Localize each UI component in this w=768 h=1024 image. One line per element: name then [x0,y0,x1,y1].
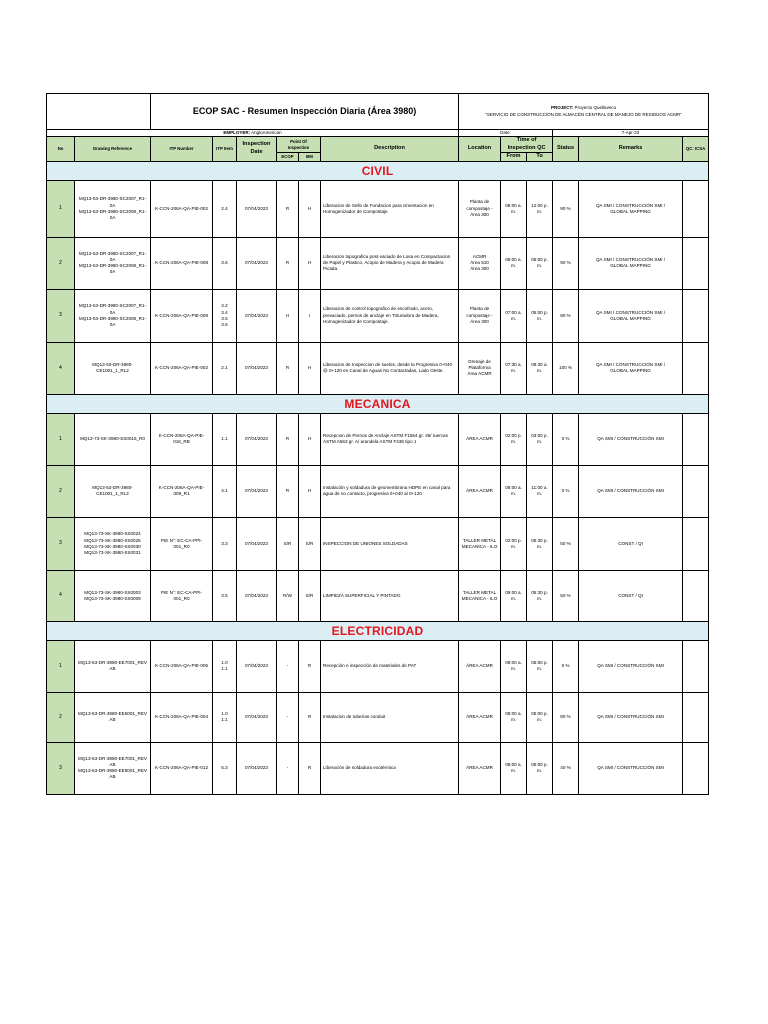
time-to: 11:00 a. m. [527,465,553,517]
remarks [579,413,683,465]
table-row [47,640,709,692]
status: 90 % [553,180,579,237]
section-row [47,394,709,413]
col-bm: BM [299,153,321,162]
location-line: MECANICA - ILO [461,543,498,549]
row-number: 4 [47,570,75,621]
section-title: CIVIL [47,161,709,180]
table-row [47,570,709,621]
ecop-point: R [277,180,299,237]
row-number: 1 [47,640,75,692]
description: Liberacion de Inspeccion de suelos, desde la Progresiva 0+040 @ 0+120 en Canal de Aguas No Contactadas, Lado Oeste. [321,342,459,394]
time-to: 12:00 p. m. [527,180,553,237]
itp-item [213,517,237,570]
location [459,180,501,237]
drawing-reference-line: MQ13-53-DR-3980-EE5001_REV AB [78,768,147,780]
remarks [579,289,683,342]
inspection-date: 07/04/2023 [237,640,277,692]
table-row [47,517,709,570]
inspection-date: 07/04/2023 [237,517,277,570]
row-number: 2 [47,465,75,517]
location-line: MECANICA - ILO [461,595,498,601]
drawing-reference-line: MQ13-73-SK-3980-SS0024 [84,531,141,537]
time-from: 02:00 p. m. [501,413,527,465]
qc-icsa-cell [683,413,709,465]
location-line: Planta de compostaje - [466,306,493,318]
remarks-line: QA SMI / CONSTRUCCIÓN SMI [597,663,664,669]
section-title: ELECTRICIDAD [47,621,709,640]
ecop-point: R [277,237,299,289]
remarks-line: QA SMI / CONSTRUCCIÓN SMI / [595,309,666,315]
bm-point: S/R [299,570,321,621]
itp-item-line: 2.1 [221,365,228,371]
remarks-line: CONST / QI [618,540,643,546]
ecop-point: R [277,413,299,465]
remarks-line: GLOBAL MAPPING [610,208,651,214]
drawing-reference-line: MQ13-73-SK-3980-SS0031 [84,549,141,555]
qc-icsa-cell [683,742,709,794]
time-from: 08:00 a. m. [501,465,527,517]
section-row [47,621,709,640]
remarks-line: GLOBAL MAPPING [610,368,651,374]
itp-item [213,342,237,394]
ecop-point: - [277,692,299,742]
col-inspection-date: Inspection Date [237,137,277,162]
ecop-point: - [277,640,299,692]
row-number: 3 [47,742,75,794]
drawing-reference-line: MQ13-53-DR-3980-SC2008_R1-0A [78,263,147,275]
remarks-line: QA SMI / CONSTRUCCIÓN SMI [597,765,664,771]
drawing-reference [75,289,151,342]
title-row [47,94,709,130]
location-line: Área 300 [470,266,489,272]
report-title: ECOP SAC - Resumen Inspección Diaria (Área 3980) [151,94,459,130]
inspection-date: 07/04/2023 [237,237,277,289]
location [459,237,501,289]
location [459,289,501,342]
drawing-reference [75,517,151,570]
remarks-line: QA SMI / CONSTRUCCIÓN SMI [597,714,664,720]
project-name: Proyecto Quellaveco [574,105,617,111]
status: 40 % [553,742,579,794]
qc-icsa-cell [683,237,709,289]
bm-point: R [299,692,321,742]
project-info [459,94,709,130]
drawing-reference-line: MQ13-53-DR-3980-CE1001_1_RL2 [92,362,133,374]
drawing-reference [75,237,151,289]
inspection-date: 07/04/2023 [237,465,277,517]
bm-point: H [299,237,321,289]
col-itp-number: ITP Number [151,137,213,162]
bm-point: H [299,180,321,237]
col-drawing: Drawing Reference [75,137,151,162]
inspection-date: 07/04/2023 [237,742,277,794]
qc-icsa-cell [683,342,709,394]
itp-item-line: 2.4 [221,205,228,211]
drawing-reference-line: MQ13-53-DR-3980-EE5001_REV AB [78,711,147,723]
col-itp-item: ITP Item [213,137,237,162]
itp-item-line: 3.2 [221,303,228,309]
remarks [579,742,683,794]
description: Instalación y soldadura de geomembrana HDPE en canal para agua de no contacto, progresiva 0+040 al 0+120 [321,465,459,517]
drawing-reference-line: MQ13-53-DR-3980-SC2007_R1-0A [78,250,147,263]
location-line: TALLER METAL [462,589,497,595]
location [459,413,501,465]
remarks [579,640,683,692]
drawing-reference-line: MQ13-73-SK-3980-SS0003 [84,589,141,595]
itp-item [213,180,237,237]
itp-item [213,237,237,289]
drawing-reference-line: MQ13-53-DR-3980-SC2008_R1-0A [78,208,147,220]
drawing-reference [75,742,151,794]
table-row [47,342,709,394]
location [459,517,501,570]
description: Liberacion de Sello de Fundacion para cimentacion en Homogenizador de Compostaje [321,180,459,237]
section-title: MECANICA [47,394,709,413]
location-line: Área ACMR [467,371,492,377]
inspection-date: 07/04/2023 [237,180,277,237]
description: LIMPIEZA SUPERFICIAL Y PINTADO [321,570,459,621]
drawing-reference-line: MQ13-73-SK-3980-SS0015_R0 [80,436,145,442]
time-to: 05:00 p. m. [527,237,553,289]
location [459,342,501,394]
col-remarks: Remarks [579,137,683,162]
description: Liberación de soldadura exotérmica [321,742,459,794]
remarks [579,237,683,289]
table-row [47,692,709,742]
remarks-line: GLOBAL MAPPING [610,315,651,321]
location [459,465,501,517]
drawing-reference-line: MQ13-53-DR-3980-CE1001_1_RL2 [92,485,133,497]
row-number: 2 [47,237,75,289]
drawing-reference-line: MQ13-53-DR-3980-SC2008_R1-0A [78,315,147,327]
col-to: To [527,153,553,162]
qc-icsa-cell [683,289,709,342]
location-line: ACMR [472,253,487,259]
remarks-line: QA SMI / CONSTRUCCIÓN SMI / [595,202,666,208]
drawing-reference-line: MQ13-53-DR-3980-EE7001_REV AB [78,755,147,768]
remarks-line: QA SMI / CONSTRUCCIÓN SMI / [595,257,666,263]
drawing-reference [75,180,151,237]
col-status: Status [553,137,579,162]
time-to: 08:30 a. m. [527,342,553,394]
bm-point: H [299,413,321,465]
remarks-line: QA SMI / CONSTRUCCIÓN SMI [597,488,664,494]
itp-item-line: 1.1 [221,717,228,723]
itp-number: K-CCN-206A-QA-PIE-009_R1 [151,465,213,517]
date-label: Date: [459,130,553,137]
time-from: 08:00 a. m. [501,742,527,794]
time-from: 07:00 a. m. [501,289,527,342]
bm-point: I [299,289,321,342]
time-from: 08:00 a. m. [501,180,527,237]
itp-item-line: 1.1 [221,666,228,672]
status: 80 % [553,692,579,742]
ecop-point: R/W [277,570,299,621]
logo-cell [47,94,151,130]
inspection-date: 07/04/2023 [237,342,277,394]
col-qc-icsa: QC: ICSA [683,137,709,162]
location-line: TALLER METAL [462,537,497,543]
inspection-date: 07/04/2023 [237,570,277,621]
row-number: 4 [47,342,75,394]
ecop-point: R [277,465,299,517]
project-description: "SERVICIO DE CONSTRUCCIÓN DE ALMACÉN CENTRAL DE MANEJO DE RESIDUOS ACMR" [485,111,682,117]
itp-item-line: 3.5 [221,315,228,321]
drawing-reference-line: MQ13-53-DR-3980-SC2007_R1-0A [78,303,147,315]
drawing-reference-line: MQ13-53-DR-3980-EE7001_REV AB [78,660,147,672]
time-from: 08:00 a. m. [501,692,527,742]
inspection-date: 07/04/2023 [237,289,277,342]
itp-number: PIE N°: EC-CA-PPI-001_R0 [151,517,213,570]
status: 0 % [553,413,579,465]
bm-point: S/R [299,517,321,570]
row-number: 1 [47,413,75,465]
itp-item [213,742,237,794]
employer-label: EMPLOYER: [223,130,251,135]
time-to: 05:00 p. m. [527,742,553,794]
qc-icsa-cell [683,570,709,621]
inspection-date: 07/04/2023 [237,692,277,742]
inspection-date: 07/04/2023 [237,413,277,465]
itp-number: K-CCN-206A-QA-PIE-005 [151,640,213,692]
drawing-reference [75,465,151,517]
itp-item-line: 3.3 [221,540,228,546]
drawing-reference-line: MQ13-73-SK-3980-SS0025 [84,537,141,543]
time-to: 05:00 p. m. [527,692,553,742]
col-location: Location [459,137,501,162]
table-row [47,180,709,237]
table-row [47,413,709,465]
itp-item-line: 4.1 [221,488,228,494]
itp-number: K-CCN-206A-QA-PIE-016_RB [151,413,213,465]
table-row [47,289,709,342]
remarks-line: CONST / QI [618,592,643,598]
remarks [579,517,683,570]
drawing-reference-line: MQ13-73-SK-3980-SS0009 [84,595,141,601]
qc-icsa-cell [683,465,709,517]
time-to: 05:30 p. m. [527,517,553,570]
section-row [47,161,709,180]
itp-item [213,289,237,342]
ecop-point: S/R [277,517,299,570]
bm-point: R [299,742,321,794]
column-header-row-1 [47,137,709,153]
drawing-reference [75,692,151,742]
col-time-of-inspection: Time of Inspection QC [501,137,553,153]
location-line: Planta de compostaje - [466,199,493,211]
employer-row [47,130,709,137]
itp-item-line: 1.0 [221,711,228,717]
status: 50 % [553,570,579,621]
itp-item-line: 3.6 [221,321,228,327]
inspection-table [46,93,709,795]
qc-icsa-cell [683,640,709,692]
itp-item [213,570,237,621]
status: 50 % [553,517,579,570]
location [459,742,501,794]
ecop-point: H [277,289,299,342]
bm-point: H [299,465,321,517]
description: Recepción e inspección de materiales de PAT [321,640,459,692]
time-from: 07:30 a. m. [501,342,527,394]
itp-item-line: 1.0 [221,660,228,666]
bm-point: H [299,342,321,394]
row-number: 3 [47,517,75,570]
itp-item-line: 3.6 [221,260,228,266]
itp-number: K-CCN-206A-QA-PIE-008 [151,289,213,342]
itp-number: PIE N°: EC-CA-PPI-001_R0 [151,570,213,621]
remarks [579,342,683,394]
drawing-reference [75,413,151,465]
drawing-reference-line: MQ13-53-DR-3980-SC2007_R1-0A [78,196,147,208]
table-row [47,742,709,794]
location [459,692,501,742]
inspection-sheet [46,93,708,795]
remarks-line: QA SMI / CONSTRUCCIÓN SMI [597,436,664,442]
col-point-of-inspection: Point Of Inspection [277,137,321,153]
itp-number: K-CCN-206A-QA-PIE-002 [151,180,213,237]
employer-info [47,130,459,137]
itp-item [213,692,237,742]
project-label: PROJECT: [551,105,574,111]
table-row [47,237,709,289]
location-line: Área 300 [470,318,489,324]
location [459,570,501,621]
time-to: 03:00 p. m. [527,413,553,465]
col-ecop: ECOP [277,153,299,162]
employer-name: AngloAmerican [251,130,282,135]
location-line: Área 300 [470,211,489,217]
description: Recepcion de Pernos de Anclaje ASTM F1554 gr. 36/ tuercas ASTM A563 gr. A/ arandela ASTM F436 tipo 1 [321,413,459,465]
bm-point: R [299,640,321,692]
itp-number: K-CCN-206A-QA-PIE-004 [151,692,213,742]
col-no: No [47,137,75,162]
status: 80 % [553,289,579,342]
remarks [579,570,683,621]
time-from: 08:00 a. m. [501,237,527,289]
col-from: From [501,153,527,162]
time-from: 09:00 a. m. [501,570,527,621]
status: 0 % [553,465,579,517]
col-description: Description [321,137,459,162]
location-line: ÁREA ACMR [466,663,493,669]
remarks-line: QA SMI / CONSTRUCCIÓN SMI / [595,362,666,368]
location-line: Drenaje de Plataforma [468,358,491,371]
date-value: 7-Apr-23 [553,130,709,137]
drawing-reference [75,342,151,394]
location-line: Área 510 [470,260,489,266]
remarks [579,692,683,742]
time-to: 05:30 p. m. [527,570,553,621]
status: 90 % [553,237,579,289]
row-number: 1 [47,180,75,237]
drawing-reference [75,640,151,692]
qc-icsa-cell [683,692,709,742]
ecop-point: - [277,742,299,794]
time-from: 02:00 p. m. [501,517,527,570]
remarks [579,465,683,517]
itp-item-line: 1.1 [221,436,228,442]
itp-item-line: 5.3 [221,765,228,771]
remarks [579,180,683,237]
description: Liberacion de control topografico de encofrado, acero, prevaciado, pernos de anclaje en Trituradora de Madera, Homogenizador de Compostaje. [321,289,459,342]
location-line: ÁREA ACMR [466,436,493,442]
itp-number: K-CCN-206A-QA-PIE-012 [151,742,213,794]
location-line: ÁREA ACMR [466,765,493,771]
time-to: 05:00 p. m. [527,640,553,692]
qc-icsa-cell [683,180,709,237]
location-line: ÁREA ACMR [466,714,493,720]
drawing-reference [75,570,151,621]
description: Liberacion topografica post-vaciado de Losa en Compactacion de Papel y Plastico, Acopio de Madera y Acopio de Madera Picada. [321,237,459,289]
description: Instalacion de tuberías conduit [321,692,459,742]
remarks-line: GLOBAL MAPPING [610,263,651,269]
itp-item-line: 3.5 [221,592,228,598]
description: INSPECCION DE UNIONES SOLDADAS [321,517,459,570]
itp-item [213,465,237,517]
table-row [47,465,709,517]
row-number: 2 [47,692,75,742]
itp-number: K-CCN-206A-QA-PIE-002 [151,342,213,394]
status: 0 % [553,640,579,692]
location-line: ÁREA ACMR [466,488,493,494]
itp-number: K-CCN-206A-QA-PIE-008 [151,237,213,289]
itp-item-line: 3.4 [221,309,228,315]
time-from: 08:00 a. m. [501,640,527,692]
row-number: 3 [47,289,75,342]
status: 100 % [553,342,579,394]
itp-item [213,640,237,692]
time-to: 05:00 p. m. [527,289,553,342]
ecop-point: R [277,342,299,394]
qc-icsa-cell [683,517,709,570]
location [459,640,501,692]
drawing-reference-line: MQ13-73-SK-3980-SS0030 [84,543,141,549]
itp-item [213,413,237,465]
